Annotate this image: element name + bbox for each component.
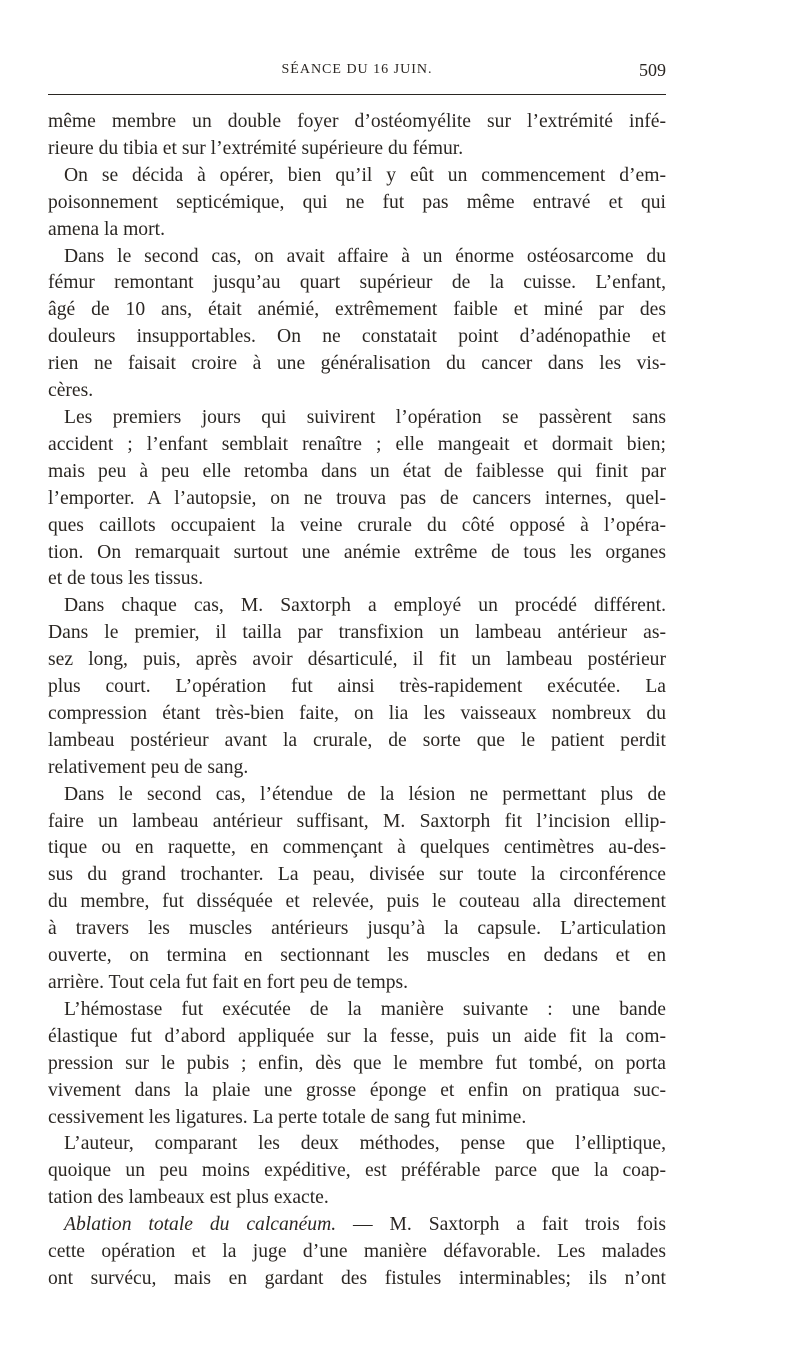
text-line: accident ; l’enfant semblait renaître ; elle mangeait et dormait bien; [48, 433, 666, 455]
text-line: Dans le second cas, on avait affaire à un énorme ostéosarcome du [64, 245, 666, 267]
text-line: ont survécu, mais en gardant des fistules interminables; ils n’ont [48, 1267, 666, 1289]
text-line: Dans chaque cas, M. Saxtorph a employé un procédé différent. [64, 595, 666, 617]
text-line: faire un lambeau antérieur suffisant, M. Saxtorph fit l’incision ellip- [48, 810, 666, 832]
text-line: et de tous les tissus. [48, 568, 204, 590]
text-line: cessivement les ligatures. La perte totale de sang fut minime. [48, 1106, 527, 1128]
section-heading-continuation: — M. Saxtorph a fait trois fois [336, 1214, 666, 1236]
text-line: pression sur le pubis ; enfin, dès que le membre fut tombé, on porta [48, 1052, 666, 1074]
section-heading-line [48, 1212, 666, 1239]
running-title: SÉANCE DU 16 JUIN. [281, 62, 433, 77]
text-line: douleurs insupportables. On ne constatait point d’adénopathie et [48, 326, 666, 348]
text-line: Dans le premier, il tailla par transfixion un lambeau antérieur as- [48, 622, 666, 644]
text-line: tation des lambeaux est plus exacte. [48, 1187, 329, 1209]
text-line: plus court. L’opération fut ainsi très-rapidement exécutée. La [48, 676, 666, 698]
text-line: On se décida à opérer, bien qu’il y eût un commencement d’em- [64, 164, 666, 186]
section-heading: Ablation totale du calcanéum. [64, 1214, 337, 1236]
text-line: rieure du tibia et sur l’extrémité supérieure du fémur. [48, 137, 464, 159]
text-line: même membre un double foyer d’ostéomyélite sur l’extrémité infé- [48, 111, 666, 132]
text-line: poisonnement septicémique, qui ne fut pas même entravé et qui [48, 191, 666, 213]
text-line: cères. [48, 380, 94, 402]
text-line: ouverte, on termina en sectionnant les muscles en dedans et en [48, 945, 666, 967]
text-line: tion. On remarquait surtout une anémie extrême de tous les organes [48, 541, 666, 563]
text-line: mais peu à peu elle retomba dans un état de faiblesse qui finit par [48, 460, 666, 482]
text-line: cette opération et la juge d’une manière défavorable. Les malades [48, 1241, 666, 1263]
text-line: fémur remontant jusqu’au quart supérieur de la cuisse. L’enfant, [48, 272, 666, 294]
text-line: ques caillots occupaient la veine crurale du côté opposé à l’opéra- [48, 514, 666, 536]
text-line: rien ne faisait croire à une généralisation du cancer dans les vis- [48, 353, 666, 375]
page-number: 509 [639, 60, 666, 80]
text-line: sus du grand trochanter. La peau, divisée sur toute la circonférence [48, 864, 666, 886]
text-line: relativement peu de sang. [48, 756, 249, 778]
header-rule [48, 94, 666, 95]
text-line: arrière. Tout cela fut fait en fort peu de temps. [48, 972, 409, 993]
text-line: lambeau postérieur avant la crurale, de sorte que le patient perdit [48, 729, 666, 751]
body-text [48, 109, 666, 1293]
text-line: L’hémostase fut exécutée de la manière suivante : une bande [64, 998, 666, 1020]
text-line: sez long, puis, après avoir désarticulé, il fit un lambeau postérieur [48, 649, 666, 671]
text-line: quoique un peu moins expéditive, est préférable parce que la coap- [48, 1160, 666, 1182]
text-line: élastique fut d’abord appliquée sur la fesse, puis un aide fit la com- [48, 1025, 666, 1047]
text-line: l’emporter. A l’autopsie, on ne trouva pas de cancers internes, quel- [48, 487, 666, 509]
text-line: du membre, fut disséquée et relevée, puis le couteau alla directement [48, 891, 666, 913]
page-header [48, 62, 666, 86]
text-line: tique ou en raquette, en commençant à quelques centimètres au-des- [48, 837, 666, 859]
text-line: Les premiers jours qui suivirent l’opération se passèrent sans [64, 406, 666, 428]
text-line: vivement dans la plaie une grosse éponge et enfin on pratiqua suc- [48, 1079, 666, 1101]
text-line: âgé de 10 ans, était anémié, extrêmement faible et miné par des [48, 299, 666, 321]
text-line: amena la mort. [48, 218, 165, 240]
text-line: Dans le second cas, l’étendue de la lésion ne permettant plus de [64, 783, 666, 805]
text-line: L’auteur, comparant les deux méthodes, pense que l’elliptique, [64, 1133, 666, 1155]
text-line: à travers les muscles antérieurs jusqu’à la capsule. L’articulation [48, 918, 666, 940]
text-line: compression étant très-bien faite, on lia les vaisseaux nombreux du [48, 702, 666, 724]
